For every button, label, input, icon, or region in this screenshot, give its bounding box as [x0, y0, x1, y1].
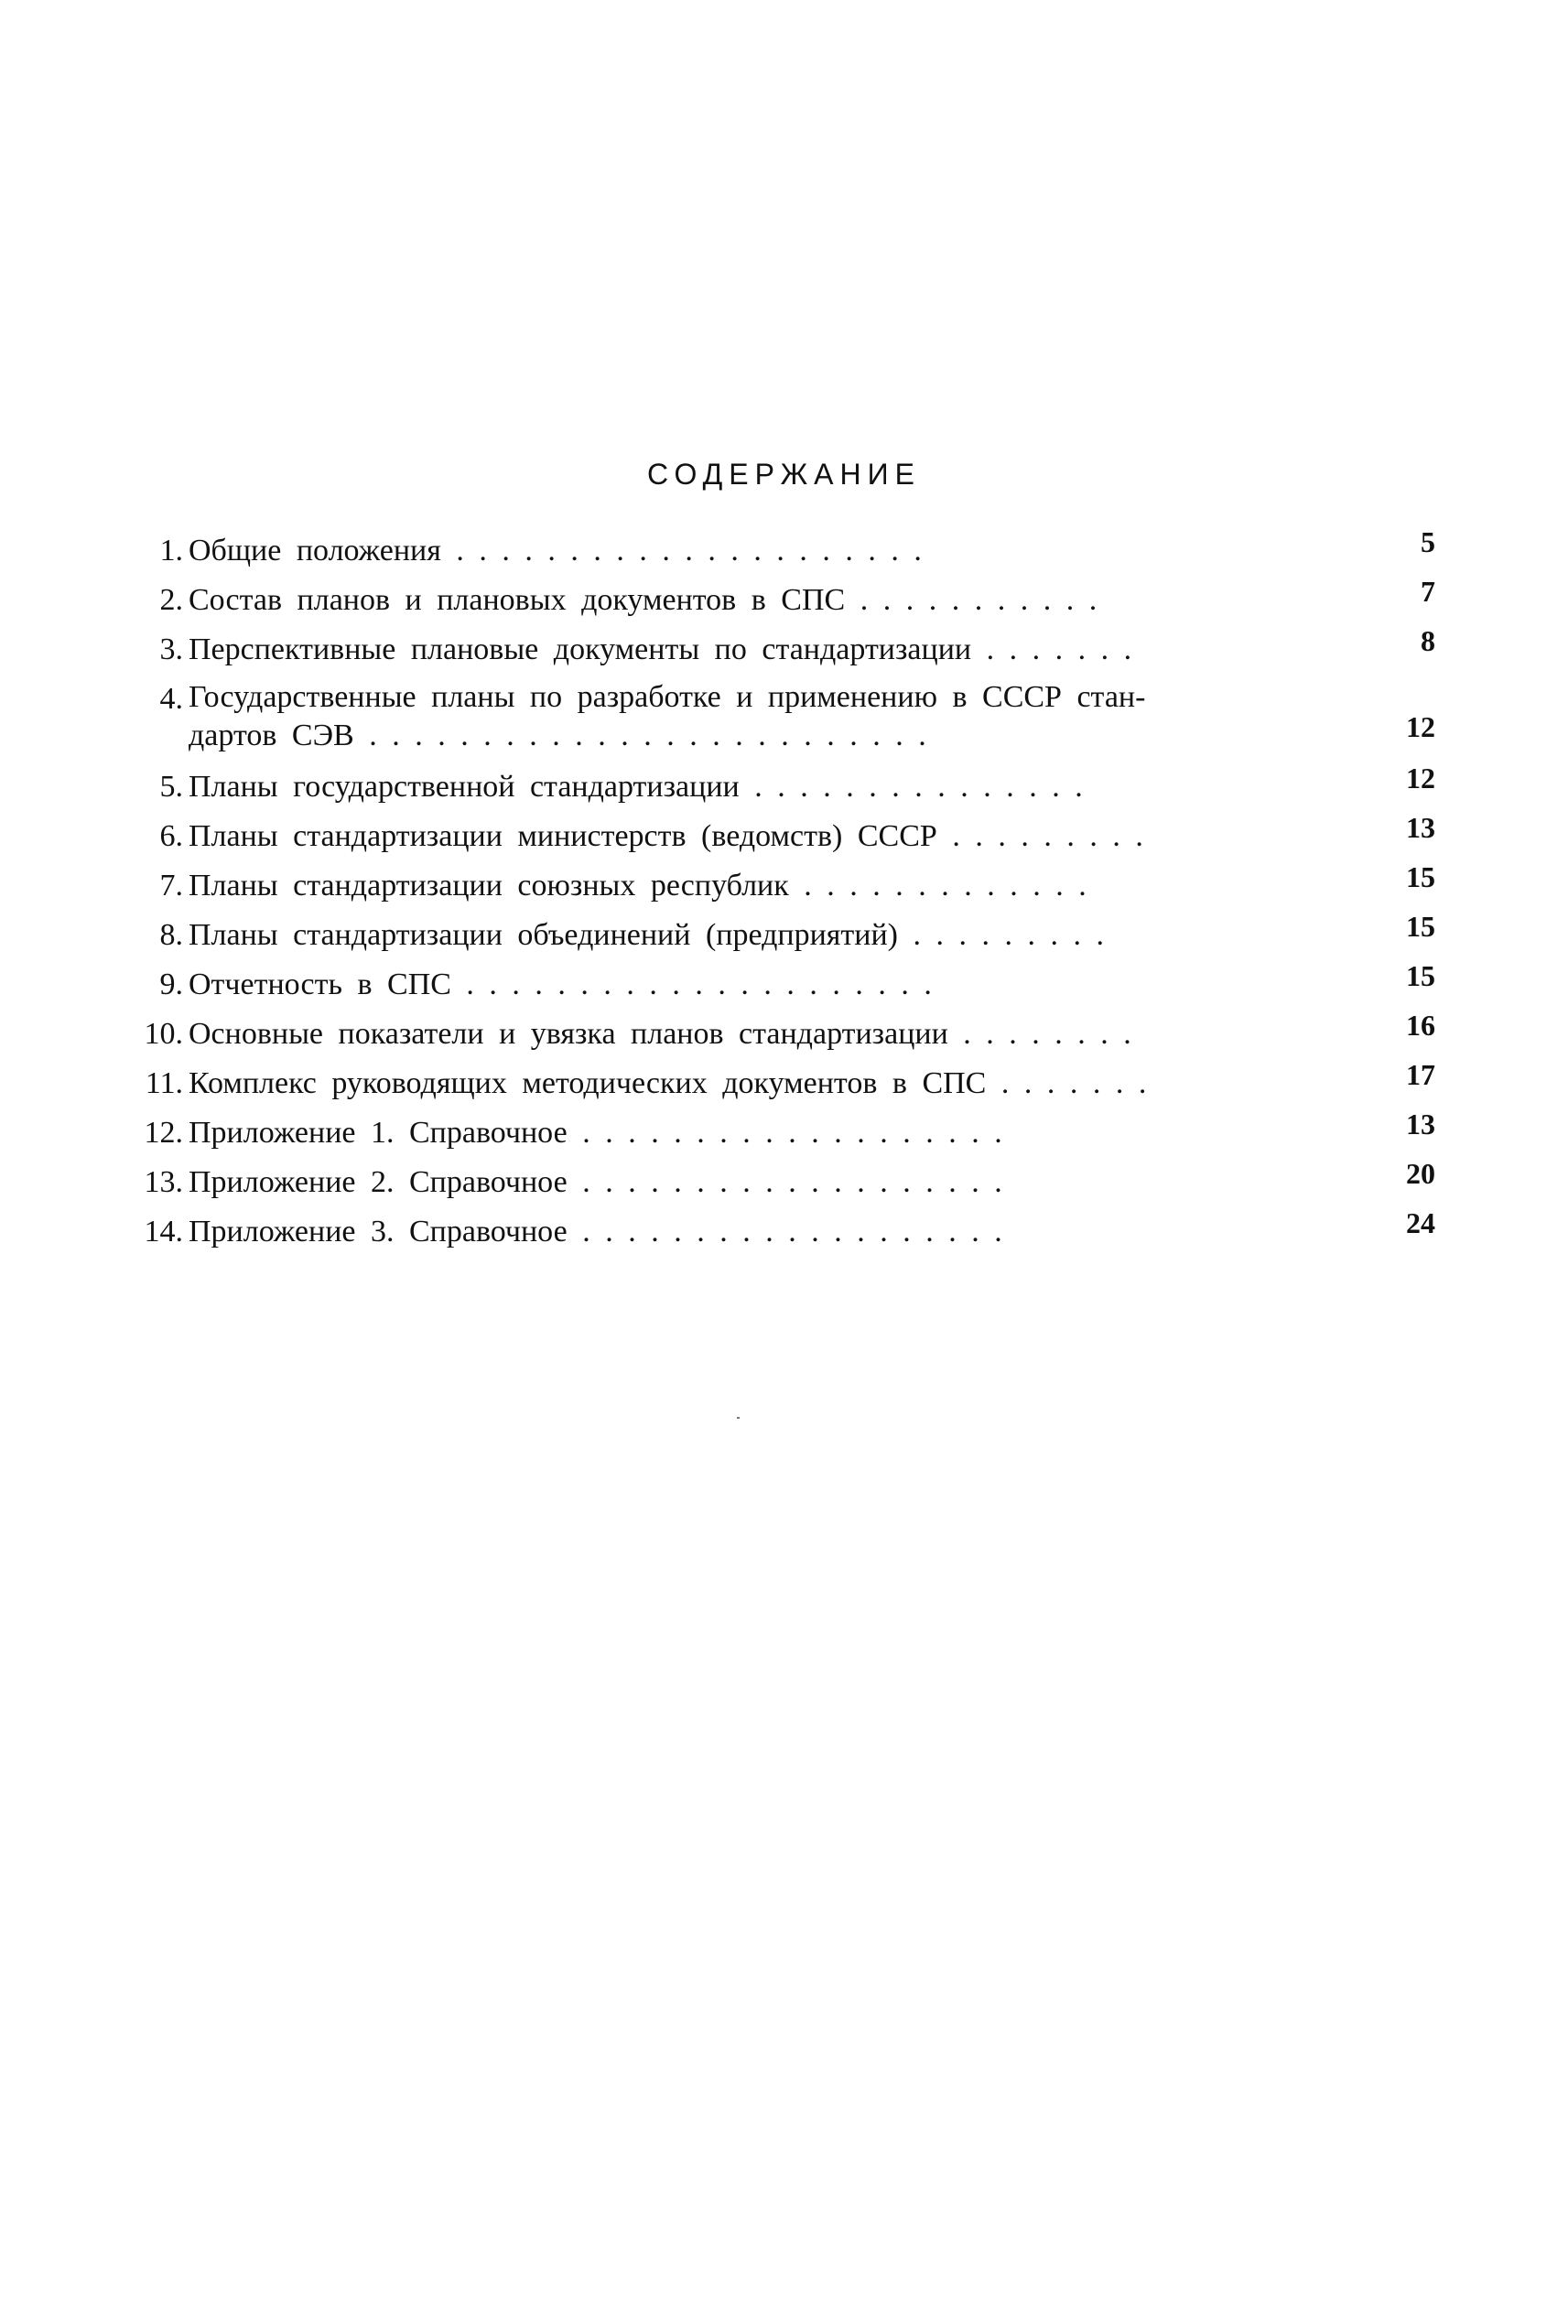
toc-entry-number: 6. — [159, 819, 183, 853]
toc-entry-title: Отчетность в СПС . . . . . . . . . . . . . . . . . . . . . — [189, 967, 932, 1001]
toc-entry-title: Комплекс руководящих методических документов в СПС . . . . . . . — [189, 1066, 1147, 1100]
toc-entry-title: Планы государственной стандартизации . . . . . . . . . . . . . . . — [189, 770, 1083, 804]
toc-entry — [135, 576, 1435, 625]
dot-leader: . . . . . . . . . . . . . . . . . . . — [567, 1165, 1002, 1199]
toc-entry-title: Приложение 3. Справочное . . . . . . . . . . . . . . . . . . . — [189, 1215, 1002, 1248]
toc-entry-page: 17 — [1406, 1058, 1435, 1091]
dot-leader: . . . . . . . . . . . . . . . . . . . . . — [450, 967, 932, 1001]
toc-entry — [135, 1059, 1435, 1108]
dot-leader: . . . . . . . . . . . . . . . — [739, 770, 1083, 804]
toc-entry-title: Планы стандартизации союзных республик . . . . . . . . . . . . . — [189, 869, 1087, 903]
toc-entry-title: Перспективные плановые документы по стандартизации . . . . . . . — [189, 632, 1132, 666]
toc-entry-title: Приложение 2. Справочное . . . . . . . . . . . . . . . . . . . — [189, 1165, 1002, 1199]
toc-entry — [135, 1207, 1435, 1257]
toc-entry — [135, 911, 1435, 960]
toc-entry — [135, 812, 1435, 861]
toc-entry-number: 10. — [144, 1017, 183, 1051]
toc-entry — [135, 1108, 1435, 1158]
toc-entry — [135, 1010, 1435, 1059]
toc-entry-page: 5 — [1421, 525, 1435, 558]
toc-entry-number: 8. — [159, 918, 183, 952]
dot-leader: . . . . . . . . . . . . . . . . . . . — [567, 1215, 1002, 1248]
toc-entry-page: 13 — [1406, 1108, 1435, 1140]
toc-entry — [135, 625, 1435, 675]
toc-entry-number: 9. — [159, 967, 183, 1001]
toc-entry-number: 1. — [159, 534, 183, 567]
toc-entry-page: 16 — [1406, 1009, 1435, 1042]
dot-leader: . . . . . . . . . . . . . . . . . . . — [567, 1116, 1002, 1150]
toc-entry-page: 20 — [1406, 1157, 1435, 1190]
toc-entry-title: Приложение 1. Справочное . . . . . . . . . . . . . . . . . . . — [189, 1116, 1002, 1150]
toc-entry-title: Основные показатели и увязка планов стандартизации . . . . . . . . — [189, 1017, 1131, 1051]
dot-leader: . . . . . . . — [971, 632, 1132, 666]
dot-leader: . . . . . . . . . . . . . — [788, 869, 1087, 903]
page-title: СОДЕРЖАНИЕ — [647, 458, 921, 491]
dot-leader: . . . . . . . — [986, 1066, 1147, 1100]
toc-entry — [135, 526, 1435, 576]
toc-entry-number: 13. — [144, 1165, 183, 1199]
toc-entry-page: 13 — [1406, 811, 1435, 844]
toc-entry-number: 5. — [159, 770, 183, 804]
toc-entry-number: 7. — [159, 869, 183, 903]
toc-entry-page: 12 — [1406, 710, 1435, 743]
toc-entry — [135, 762, 1435, 812]
toc-entry — [135, 861, 1435, 911]
toc-entry-page: 7 — [1421, 575, 1435, 608]
dot-leader: . . . . . . . . . . . — [845, 583, 1098, 617]
toc-entry-title: Государственные планы по разработке и применению в СССР стан- дартов СЭВ . . . . . . . . . . . . . . . . . . . . . . . . . — [189, 680, 1146, 752]
toc-entry-title: Планы стандартизации министерств (ведомств) СССР . . . . . . . . . — [189, 819, 1143, 853]
toc-entry-page: 15 — [1406, 860, 1435, 893]
dot-leader: . . . . . . . . . . . . . . . . . . . . . — [440, 534, 922, 567]
toc-entry-number: 12. — [144, 1116, 183, 1150]
toc-entry-number: 11. — [145, 1066, 183, 1100]
toc-entry-title: Состав планов и плановых документов в СПС . . . . . . . . . . . — [189, 583, 1098, 617]
dot-leader: . . . . . . . . . — [898, 918, 1105, 952]
toc-entry-number: 4. — [159, 682, 183, 716]
toc-entry-page: 8 — [1421, 624, 1435, 657]
toc-entry-number: 2. — [159, 583, 183, 617]
toc-entry-page: 15 — [1406, 959, 1435, 992]
toc-entry-number: 14. — [144, 1215, 183, 1248]
toc-entry — [135, 675, 1435, 762]
scan-speck — [737, 1417, 740, 1419]
dot-leader: . . . . . . . . — [947, 1017, 1131, 1051]
dot-leader: . . . . . . . . . . . . . . . . . . . . . . . . . — [353, 719, 926, 752]
toc-list — [135, 526, 1435, 1257]
toc-entry — [135, 1158, 1435, 1207]
toc-entry-page: 24 — [1406, 1206, 1435, 1239]
toc-entry-title: Общие положения . . . . . . . . . . . . . . . . . . . . . — [189, 534, 922, 567]
dot-leader: . . . . . . . . . — [936, 819, 1143, 853]
toc-entry-title: Планы стандартизации объединений (предприятий) . . . . . . . . . — [189, 918, 1105, 952]
toc-entry-page: 15 — [1406, 910, 1435, 943]
toc-entry-page: 12 — [1406, 762, 1435, 794]
toc-entry-number: 3. — [159, 632, 183, 666]
toc-entry — [135, 960, 1435, 1010]
